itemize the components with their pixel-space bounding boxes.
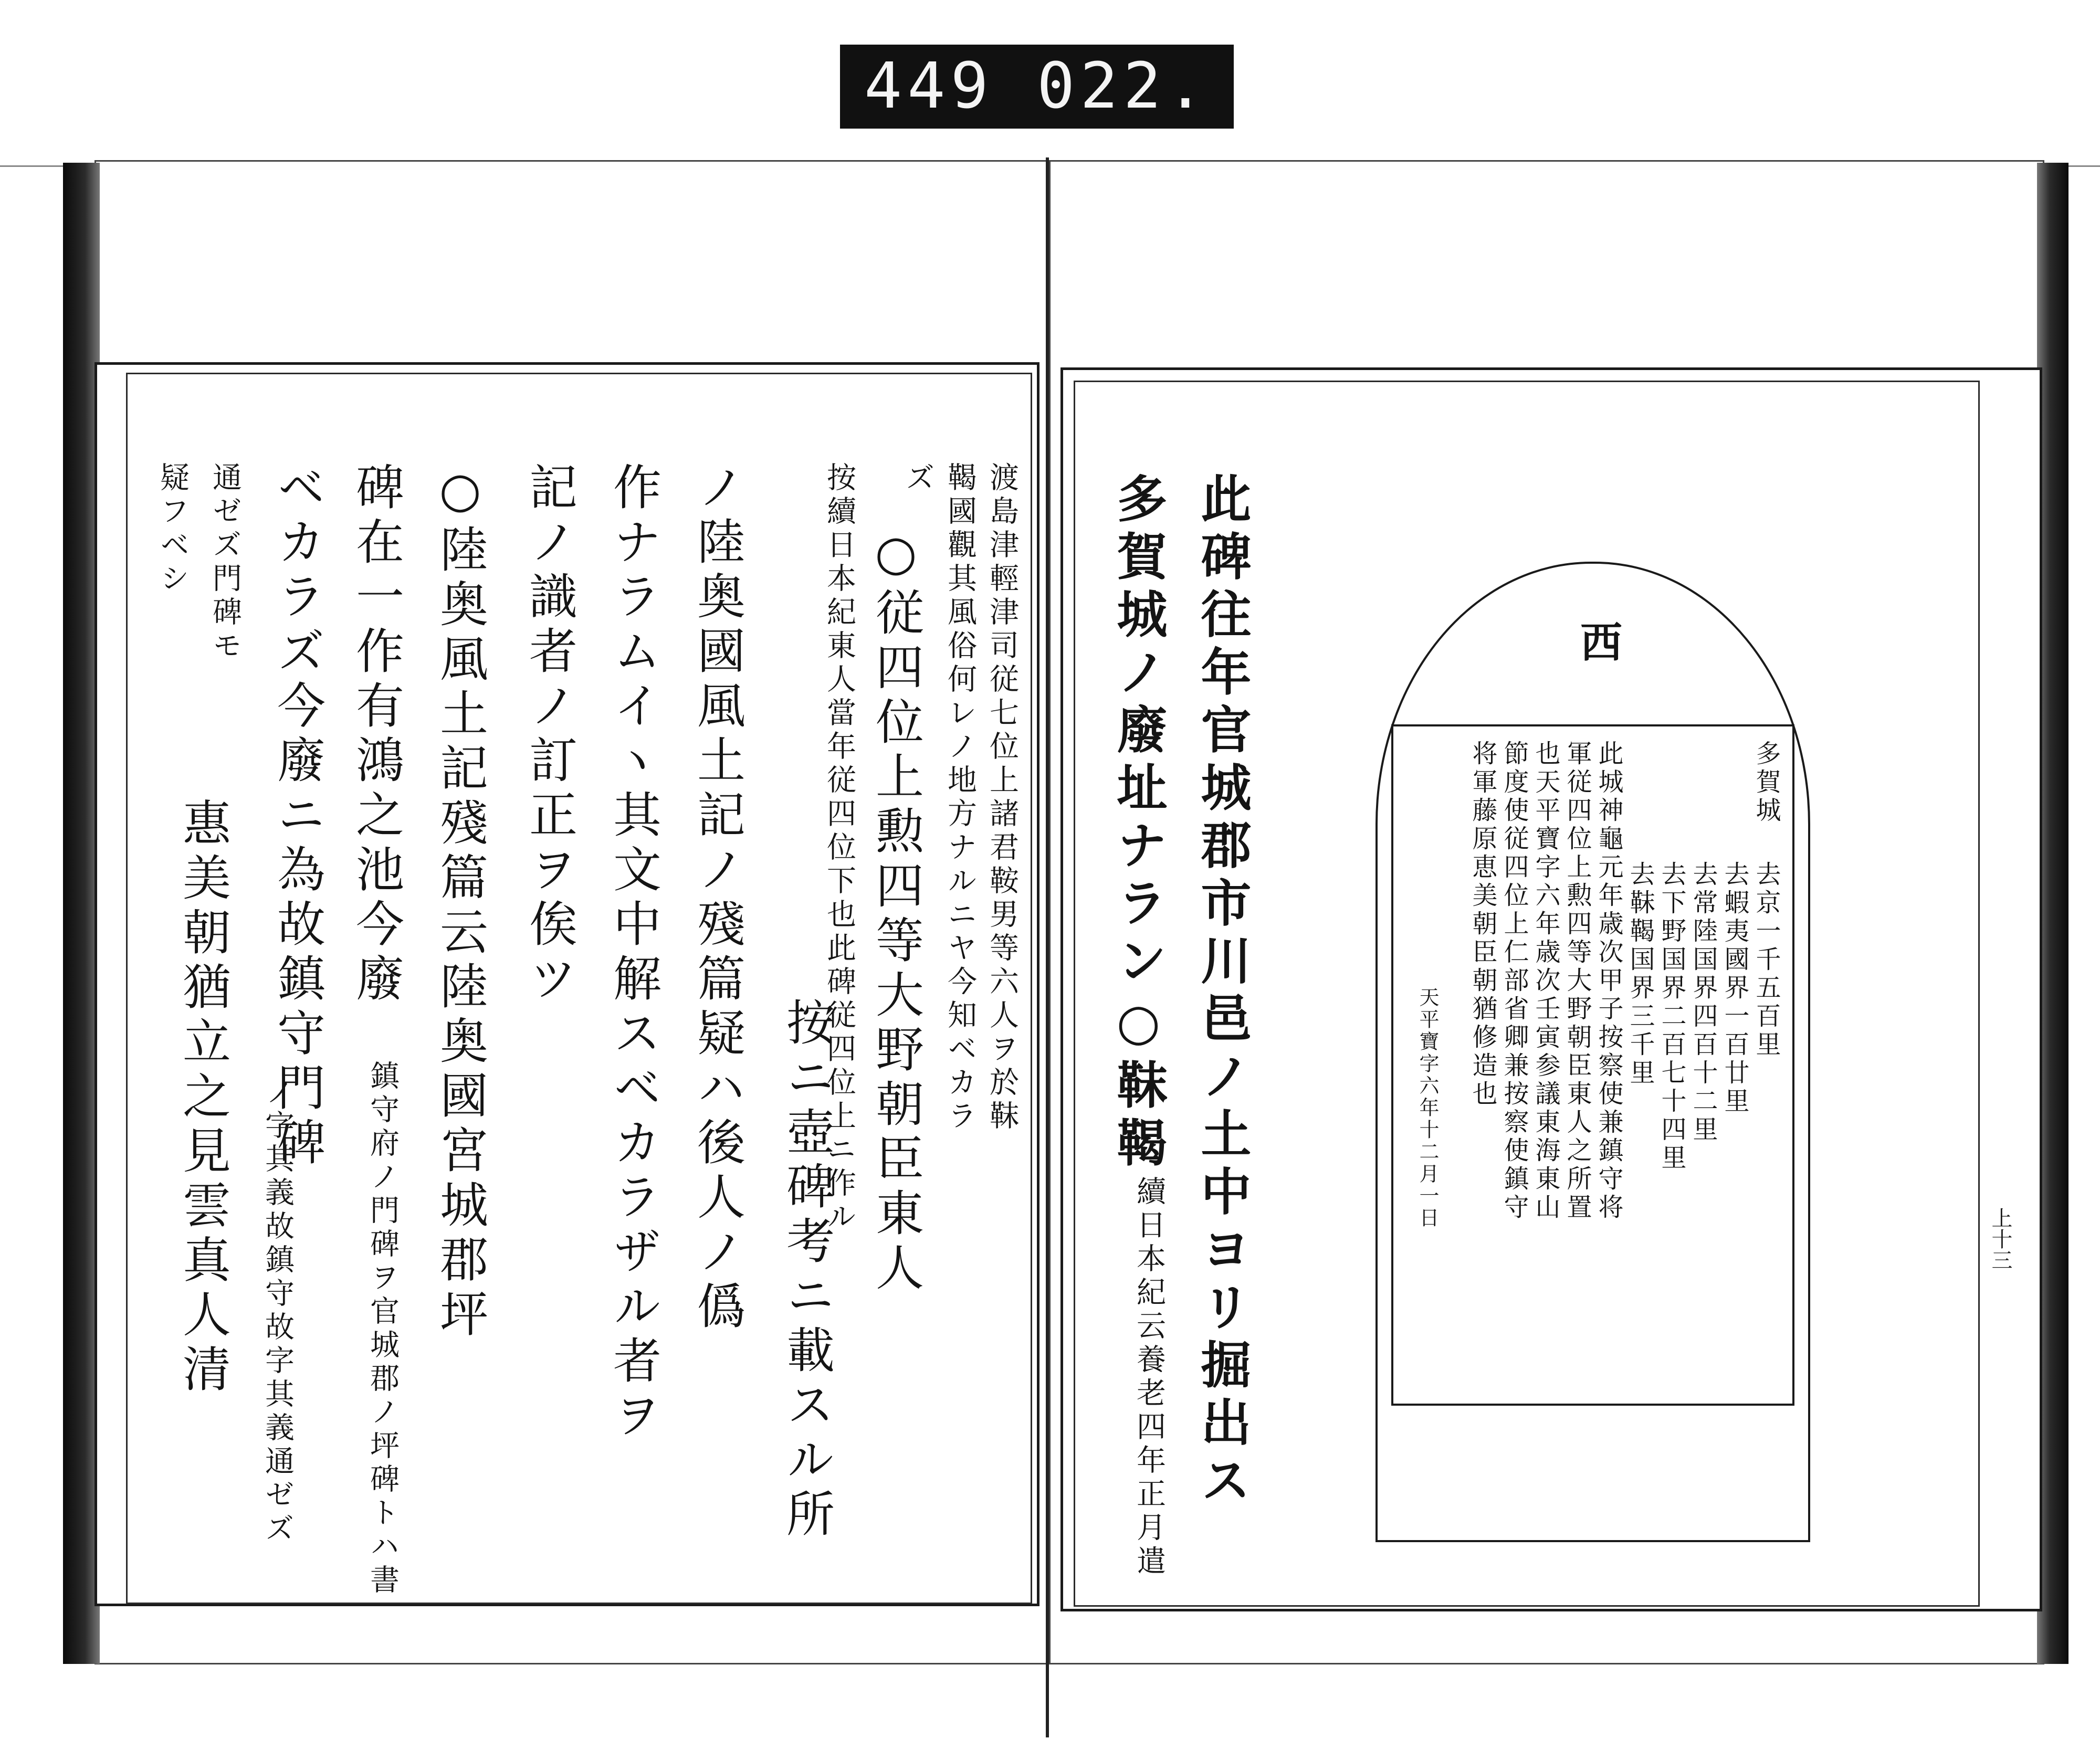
text-column: 多賀城ノ廢址ナラン○靺鞨 (1109, 472, 1168, 1174)
text-column: ノ陸奥國風土記ノ殘篇疑ハ後人ノ僞 (689, 462, 746, 1335)
stele-direction-label: 西 (1580, 618, 1622, 667)
text-column: 記ノ識者ノ訂正ヲ俟ツ (521, 462, 578, 1008)
text-column: 碑在一作有鴻之池今廢 (348, 462, 404, 1008)
text-column: 鎮守府ノ門碑ヲ官城郡ノ坪碑トハ書 (365, 1060, 400, 1598)
inscription-line: 節度使従四位上仁部省卿兼按察使鎮守 (1499, 740, 1529, 1222)
inscription-line: 也天平寶字六年歳次壬寅参議東海東山 (1531, 740, 1560, 1222)
text-column: ○陸奥風土記殘篇云陸奥國宮城郡坪 (432, 462, 488, 1343)
inscription-line: 去常陸国界四百十二里 (1688, 861, 1718, 1144)
page-number: 上十三 (1988, 1207, 2012, 1270)
text-column: 惠美朝猶立之見雲真人清 (175, 798, 231, 1398)
text-column: ノ字其義故鎮守故字其義通ゼズ (260, 1076, 295, 1546)
inscription-line: 将軍藤原恵美朝臣朝猶修造也 (1468, 740, 1497, 1109)
page-gutter (1046, 157, 1049, 1737)
text-column: 通ゼズ門碑モ (208, 462, 242, 663)
film-label: 449 022. (840, 45, 1234, 129)
inscription-line: 去京一千五百里 (1751, 861, 1781, 1059)
inscription-line: 多賀城 (1751, 740, 1781, 825)
text-column: ズ (901, 462, 935, 496)
text-column: 鞨國觀其風俗何レノ地方ナルニヤ今知ベカラ (943, 462, 977, 1134)
text-column: ○従四位上勲四等大野朝臣東人 (868, 525, 924, 1297)
text-column: 作ナラムイヽ其文中解スベカラザル者ヲ (605, 462, 662, 1445)
text-column: 此碑往年官城郡市川邑ノ土中ヨリ掘出ス (1193, 472, 1252, 1512)
text-column: 按續日本紀東人當年従四位下也此碑従四位上ニ作ル (822, 462, 856, 1235)
text-column: 按ニ壺碑考ニ載スル所 (779, 997, 835, 1543)
inscription-line: 此城神龜元年歳次甲子按察使兼鎮守将 (1594, 740, 1623, 1222)
inscription-line: 軍従四位上勲四等大野朝臣東人之所置 (1562, 740, 1592, 1222)
text-column: 續日本紀云養老四年正月遣 (1132, 1176, 1166, 1579)
text-column: 疑フベシ (155, 462, 190, 596)
inscription-line: 去下野国界二百七十四里 (1657, 861, 1686, 1173)
inscription-date: 天平寶字六年十二月一日 (1416, 987, 1439, 1229)
inscription-line: 去蝦夷國界一百廿里 (1720, 861, 1749, 1116)
text-column: 渡島津輕津司従七位上諸君鞍男等六人ヲ於靺 (985, 462, 1019, 1134)
text-column: ベカラズ今廢ニ為故鎮守門碑 (269, 462, 326, 1172)
inscription-line: 去靺鞨国界三千里 (1625, 861, 1655, 1088)
